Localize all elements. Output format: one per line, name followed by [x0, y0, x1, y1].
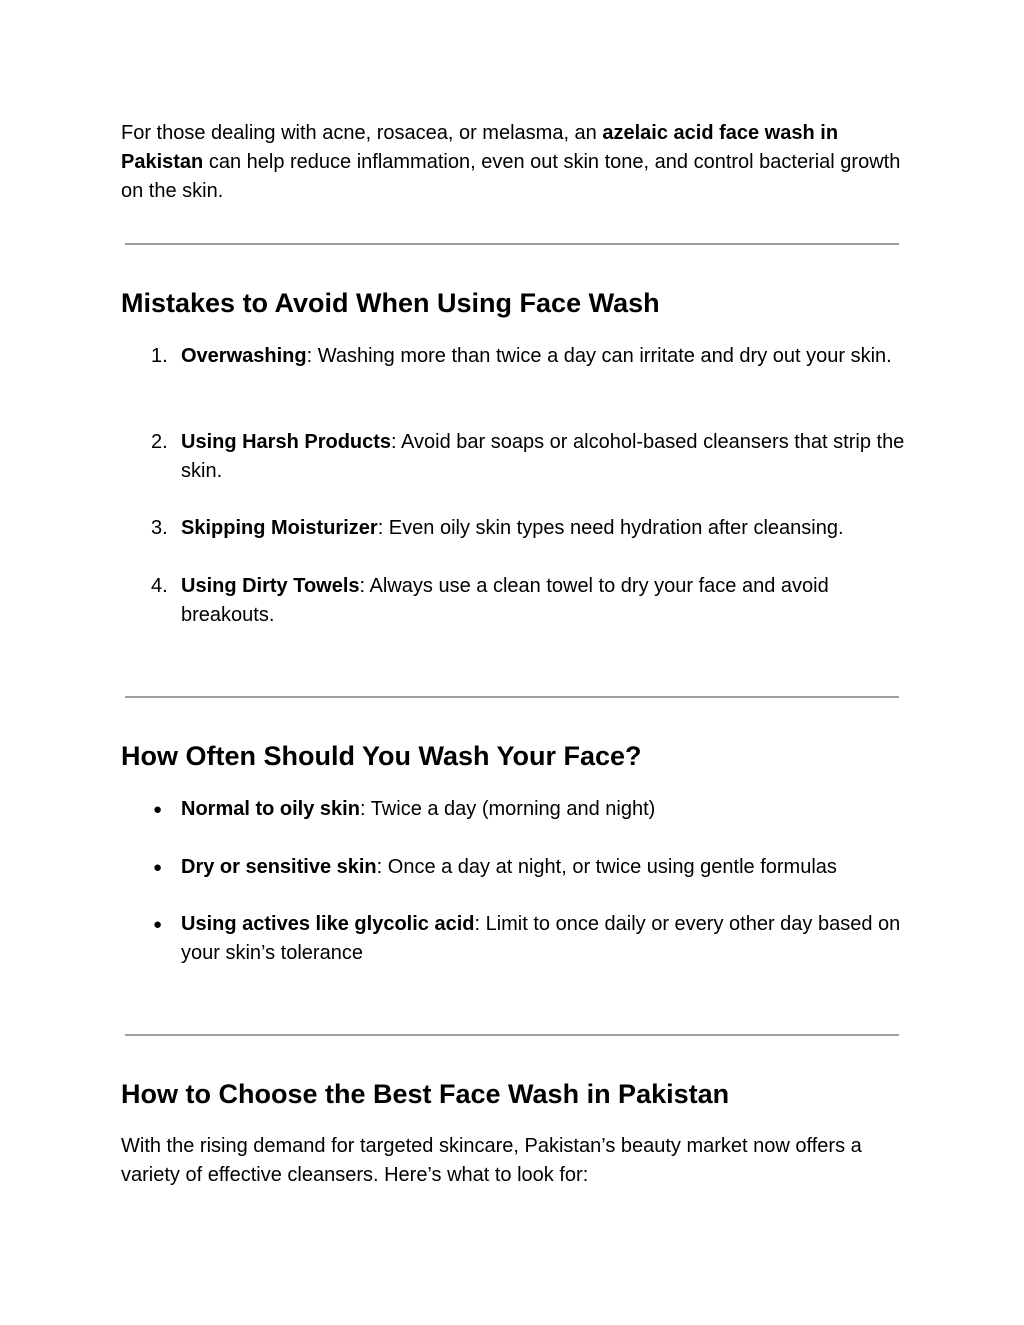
list-item-text: : Even oily skin types need hydration after cleansing.	[377, 517, 844, 539]
choose-heading: How to Choose the Best Face Wash in Pakistan	[121, 1079, 730, 1109]
list-item-title: Overwashing	[181, 345, 307, 367]
mistakes-heading: Mistakes to Avoid When Using Face Wash	[121, 288, 660, 318]
bullet-item-text: : Limit to once daily or every other day based on your skin’s tolerance	[181, 913, 901, 964]
list-item	[121, 514, 911, 543]
intro-text-before: For those dealing with acne, rosacea, or melasma, an	[121, 122, 603, 144]
list-item	[121, 572, 911, 630]
list-item-title: Using Dirty Towels	[181, 575, 360, 597]
intro-text-after: can help reduce inflammation, even out skin tone, and control bacterial growth on the skin.	[121, 151, 901, 202]
bullet-item-text: : Once a day at night, or twice using gentle formulas	[376, 856, 837, 878]
bullet-item-title: Dry or sensitive skin	[181, 856, 377, 878]
intro-paragraph	[121, 119, 911, 206]
section-divider	[125, 243, 899, 245]
section-divider	[125, 1034, 899, 1036]
intro-keyword: azelaic acid face wash in Pakistan	[121, 122, 839, 173]
bullet-icon: ●	[153, 801, 163, 818]
bullet-item-title: Using actives like glycolic acid	[181, 913, 475, 935]
list-item-title: Using Harsh Products	[181, 431, 392, 453]
list-item	[121, 342, 911, 371]
bullet-item-text: : Twice a day (morning and night)	[359, 798, 656, 820]
list-item-text: : Always use a clean towel to dry your face and avoid breakouts.	[181, 575, 829, 626]
bullet-item	[121, 795, 911, 824]
bullet-item-title: Normal to oily skin	[181, 798, 360, 820]
bullet-item	[121, 910, 911, 968]
list-number: 1.	[151, 345, 168, 367]
list-number: 2.	[151, 431, 168, 453]
section-divider	[125, 696, 899, 698]
list-item	[121, 428, 911, 486]
bullet-icon: ●	[153, 916, 163, 933]
bullet-item	[121, 853, 911, 882]
list-item-text: : Washing more than twice a day can irritate and dry out your skin.	[306, 345, 892, 367]
list-item-text: : Avoid bar soaps or alcohol-based cleansers that strip the skin.	[181, 431, 905, 482]
bullet-icon: ●	[153, 859, 163, 876]
choose-paragraph: With the rising demand for targeted skincare, Pakistan’s beauty market now offers a variety of effective cleansers. Here’s what to look for:	[121, 1135, 862, 1186]
list-number: 4.	[151, 575, 168, 597]
list-item-title: Skipping Moisturizer	[181, 517, 378, 539]
frequency-heading: How Often Should You Wash Your Face?	[121, 741, 642, 771]
list-number: 3.	[151, 517, 168, 539]
